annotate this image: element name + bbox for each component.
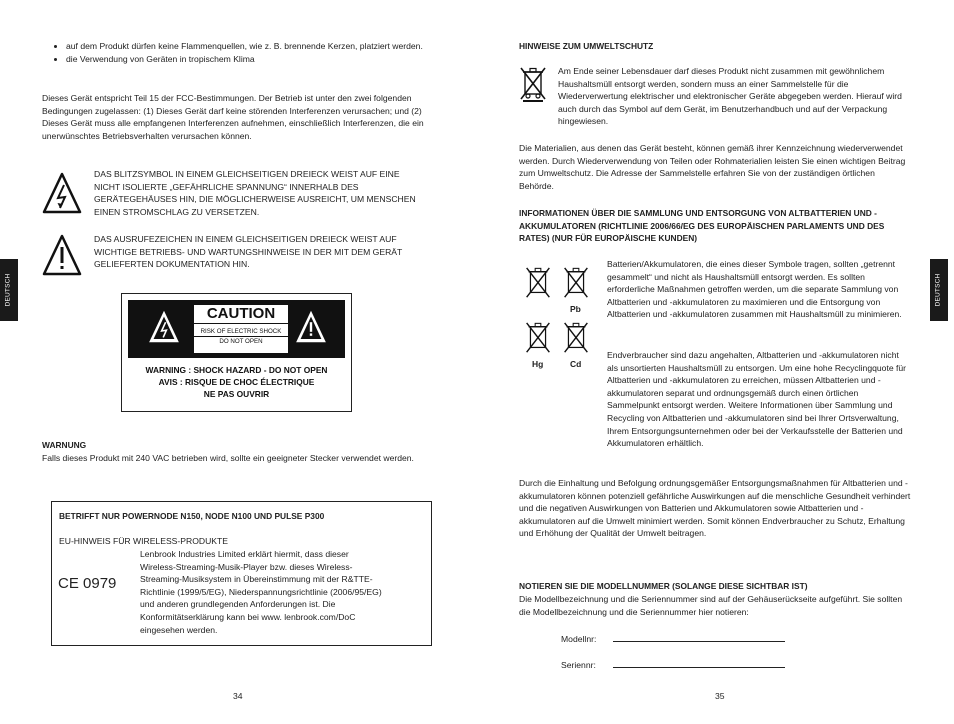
eu-notice-box <box>51 501 432 646</box>
bullet-item: • auf dem Produkt dürfen keine Flammenquellen, wie z. B. brennende Kerzen, platziert werden. <box>66 40 442 53</box>
page-number-left: 34 <box>233 691 243 701</box>
model-label: Modellnr: <box>561 634 597 644</box>
side-tab-right <box>930 259 948 321</box>
lightning-text: DAS BLITZSYMBOL IN EINEM GLEICHSEITIGEN DREIECK WEIST AUF EINE NICHT ISOLIERTE „GEFÄHRLICHE SPANNUNG“ INNERHALB DES GERÄTEGEHÄUSES HIN, DIE MÖGLICHERWEISE AUSREICHT, UM MENSCHEN EINEN STROMSCHLAG ZU VERSETZEN. <box>94 169 416 217</box>
exclamation-icon <box>295 310 327 344</box>
caution-panel <box>128 300 345 358</box>
caution-warning-text <box>122 364 351 400</box>
materials-text: Die Materialien, aus denen das Gerät besteht, können gemäß ihrer Kennzeichnung wiederverwendet werden. Durch Wiederverwendung von Teilen oder Rohmaterialien leisten Sie einen wichtigen Beitrag zum Umweltschutz. Die Adresse der Sammelstelle erfahren Sie von der zuständigen örtlichen Behörde. <box>519 143 906 191</box>
ce-mark: CE 0979 <box>58 575 117 592</box>
notice-heading: BETRIFFT NUR POWERNODE N150, NODE N100 UND PULSE P300 <box>59 511 325 521</box>
caution-sub2: DO NOT OPEN <box>219 338 263 345</box>
battery-bin-hg-icon <box>524 321 552 355</box>
caution-label <box>121 293 352 412</box>
battery-bin-cd-icon <box>562 321 590 355</box>
notice-text: Lenbrook Industries Limited erklärt hiermit, dass dieser Wireless-Streaming-Musik-Player bzw. dieses Wireless-Streaming-Musiksystem in Übereinstimmung mit der R&TTE-Richtlinie (1999/5/EG), Niederspannungsrichtlinie (2006/95/EG) und anderen grundlegenden Anforderungen ist. Die Konformitätserklärung kann bei www. lenbrook.com/DoC eingesehen werden. <box>140 549 382 635</box>
serial-number-field[interactable] <box>561 658 785 672</box>
fcc-paragraph: Dieses Gerät entspricht Teil 15 der FCC-Bestimmungen. Der Betrieb ist unter den zwei folgenden Bedingungen zugelassen: (1) Dieses Gerät darf keine störenden Interferenzen verursachen; und (2) Dieses Gerät muss alle empfangenen Interferenzen aufnehmen, einschließlich Interferenzen, die ein unerwünschtes Betriebsverhalten verursachen können. <box>42 93 424 141</box>
lightning-icon <box>148 310 180 344</box>
side-tab-left <box>0 259 18 321</box>
serial-label: Seriennr: <box>561 660 596 670</box>
model-text: Die Modellbezeichnung und die Seriennummer sind auf der Gehäuserückseite aufgeführt. Sie sollten die Modellbezeichnung und die Seriennummer hier notieren: <box>519 594 903 617</box>
lightning-warning-icon <box>42 172 82 214</box>
battery-bin-icon <box>524 266 552 300</box>
battery-symbols <box>524 266 604 376</box>
caution-line: WARNING : SHOCK HAZARD - DO NOT OPEN <box>145 365 328 375</box>
safety-bullets <box>42 40 442 65</box>
battery-text-1: Batterien/Akkumulatoren, die eines dieser Symbole tragen, sollten „getrennt gesammelt“ und nicht als Haushaltsmüll entsorgt werden. Es sollten erforderliche Maßnahmen getroffen werden, um die separate Sammlung von Altbatterien und -akkumulatoren zu maximieren und die Entsorgung von Altbatterien und -akkumulatoren zusammen mit Haushaltsmüll zu minimieren. <box>607 259 902 320</box>
side-tab-label: DEUTSCH <box>934 273 942 307</box>
exclamation-text: DAS AUSRUFEZEICHEN IN EINEM GLEICHSEITIGEN DREIECK WEIST AUF WICHTIGE BETRIEBS- UND WARTUNGSHINWEISE IN DER MIT DEM GERÄT GELIEFERTEN DOKUMENTATION HIN. <box>94 234 403 270</box>
caution-line: AVIS : RISQUE DE CHOC ÉLECTRIQUE <box>158 377 315 387</box>
exclamation-warning-icon <box>42 234 82 276</box>
battery-label-pb: Pb <box>570 304 581 314</box>
caution-title: CAUTION <box>194 305 288 324</box>
warning-heading: WARNUNG <box>42 440 87 450</box>
battery-label-cd: Cd <box>570 359 582 369</box>
caution-center <box>194 305 288 353</box>
weee-bin-icon <box>519 66 547 102</box>
battery-heading: INFORMATIONEN ÜBER DIE SAMMLUNG UND ENTSORGUNG VON ALTBATTERIEN UND -AKKUMULATOREN (RICHTLINIE 2006/66/EG DES EUROPÄISCHEN PARLAMENTS UND DES RATES) (NUR FÜR EUROPÄISCHE KUNDEN) <box>519 208 885 244</box>
notice-subheading: EU-HINWEIS FÜR WIRELESS-PRODUKTE <box>59 536 229 546</box>
model-number-line[interactable] <box>613 632 785 642</box>
page-number-right: 35 <box>715 691 725 701</box>
warning-text: Falls dieses Produkt mit 240 VAC betrieben wird, sollte ein geeigneter Stecker verwendet werden. <box>42 453 414 463</box>
model-number-field[interactable] <box>561 632 785 646</box>
battery-bin-pb-icon <box>562 266 590 300</box>
battery-text-2: Endverbraucher sind dazu angehalten, Altbatterien und -akkumulatoren nicht als unsortierten Haushaltsmüll zu entsorgen. Um eine hohe Recyclingquote für Altbatterien und -akkumulatoren zu erreichen, müssen Altbatterien und -akkumulatoren separat und ordnungsgemäß durch einen örtlichen Sammelpunkt entsorgt werden. Weitere Informationen über Sammlung und Recycling von Altbatterien und -akkumulatoren sind bei Ihrer Ortsverwaltung, Ihrem Entsorgungsunternehmen oder bei der Verkaufsstelle der Batterien und Akkumulatoren erhältlich. <box>607 350 907 449</box>
side-tab-label: DEUTSCH <box>4 273 12 307</box>
caution-line: NE PAS OUVRIR <box>203 389 270 399</box>
bullet-item: • die Verwendung von Geräten in tropischem Klima <box>66 53 442 66</box>
model-heading: NOTIEREN SIE DIE MODELLNUMMER (SOLANGE DIESE SICHTBAR IST) <box>519 581 808 591</box>
caution-sub1: RISK OF ELECTRIC SHOCK <box>194 327 288 337</box>
environment-heading: HINWEISE ZUM UMWELTSCHUTZ <box>519 41 654 51</box>
battery-label-hg: Hg <box>532 359 544 369</box>
compliance-text: Durch die Einhaltung und Befolgung ordnungsgemäßer Entsorgungsmaßnahmen für Altbatterien und -akkumulatoren können potenziell gefährliche Auswirkungen auf die menschliche Gesundheit verhindert und die negativen Auswirkungen von Batterien und Akkumulatoren sowie Altbatterien und -akkumulatoren auf die Umwelt minimiert werden. Somit können Endverbraucher zu Schutz, Erhaltung und Erhöhung der Qualität der Umwelt beitragen. <box>519 478 911 539</box>
serial-number-line[interactable] <box>613 658 785 668</box>
environment-text: Am Ende seiner Lebensdauer darf dieses Produkt nicht zusammen mit gewöhnlichem Haushaltsmüll entsorgt werden, sondern muss an einer Sammelstelle für die Wiederverwertung elektrischer und elektronischer Geräte abgegeben werden. Hierauf wird auch durch das Symbol auf dem Gerät, im Benutzerhandbuch und auf der Verpackung hingewiesen. <box>558 66 902 127</box>
